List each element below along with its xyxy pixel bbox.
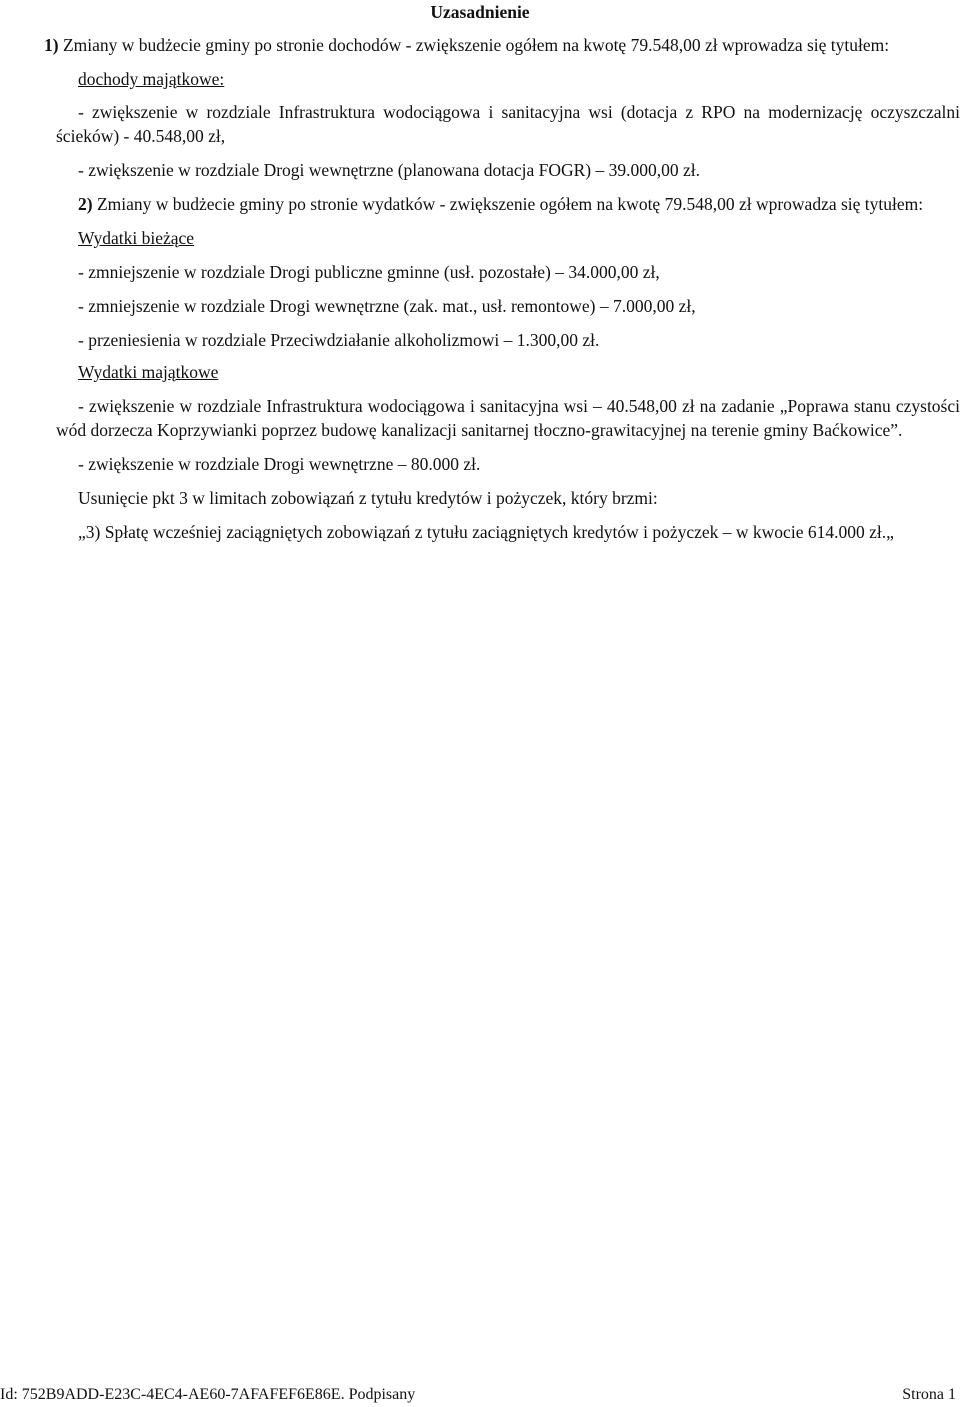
page-footer	[0, 1384, 960, 1406]
section-1-intro	[22, 33, 960, 57]
section-2-heading-current: Wydatki bieżące	[78, 228, 195, 248]
section-3-text: Usunięcie pkt 3 w limitach zobowiązań z tytułu kredytów i pożyczek, który brzmi:	[78, 488, 658, 508]
document-body	[44, 0, 960, 544]
footer-document-id: Id: 752B9ADD-E23C-4EC4-AE60-7AFAFEF6E86E. Podpisany	[0, 1386, 416, 1403]
section-2-text: Zmiany w budżecie gminy po stronie wydatków - zwiększenie ogółem na kwotę 79.548,00 zł wprowadza się tytułem:	[92, 194, 924, 214]
footer-page-number: Strona 1	[902, 1386, 956, 1403]
section-1-number: 1)	[44, 35, 59, 55]
section-2-item-2: - zmniejszenie w rozdziale Drogi wewnętrzne (zak. mat., usł. remontowe) – 7.000,00 zł,	[78, 296, 696, 316]
section-2-intro	[56, 192, 960, 216]
section-2-item-3: - przeniesienia w rozdziale Przeciwdziałanie alkoholizmowi – 1.300,00 zł.	[78, 330, 600, 350]
section-2-heading-capital: Wydatki majątkowe	[78, 362, 219, 382]
document-title: Uzasadnienie	[430, 2, 530, 22]
section-2-item-4: - zwiększenie w rozdziale Infrastruktura wodociągowa i sanitacyjna wsi – 40.548,00 zł na zadanie „Poprawa stanu czystości wód dorzecza Koprzywianki poprzez budowę kanalizacji sanitarnej tłoczno-grawitacyjnej na terenie gminy Baćkowice”.	[56, 396, 960, 440]
section-2-item-5: - zwiększenie w rozdziale Drogi wewnętrzne – 80.000 zł.	[78, 454, 481, 474]
section-1-item-2: - zwiększenie w rozdziale Drogi wewnętrzne (planowana dotacja FOGR) – 39.000,00 zł.	[78, 160, 701, 180]
section-1-heading: dochody majątkowe:	[78, 69, 225, 89]
section-1-text: Zmiany w budżecie gminy po stronie dochodów - zwiększenie ogółem na kwotę 79.548,00 zł wprowadza się tytułem:	[58, 35, 890, 55]
section-2-item-1: - zmniejszenie w rozdziale Drogi publiczne gminne (usł. pozostałe) – 34.000,00 zł,	[78, 262, 660, 282]
section-1-item-1: - zwiększenie w rozdziale Infrastruktura wodociągowa i sanitacyjna wsi (dotacja z RPO na modernizację oczyszczalni ścieków) - 40.548,00 zł,	[56, 102, 960, 146]
section-2-number: 2)	[78, 194, 93, 214]
section-3-quote: „3) Spłatę wcześniej zaciągniętych zobowiązań z tytułu zaciągniętych kredytów i pożyczek – w kwocie 614.000 zł.„	[78, 522, 894, 542]
